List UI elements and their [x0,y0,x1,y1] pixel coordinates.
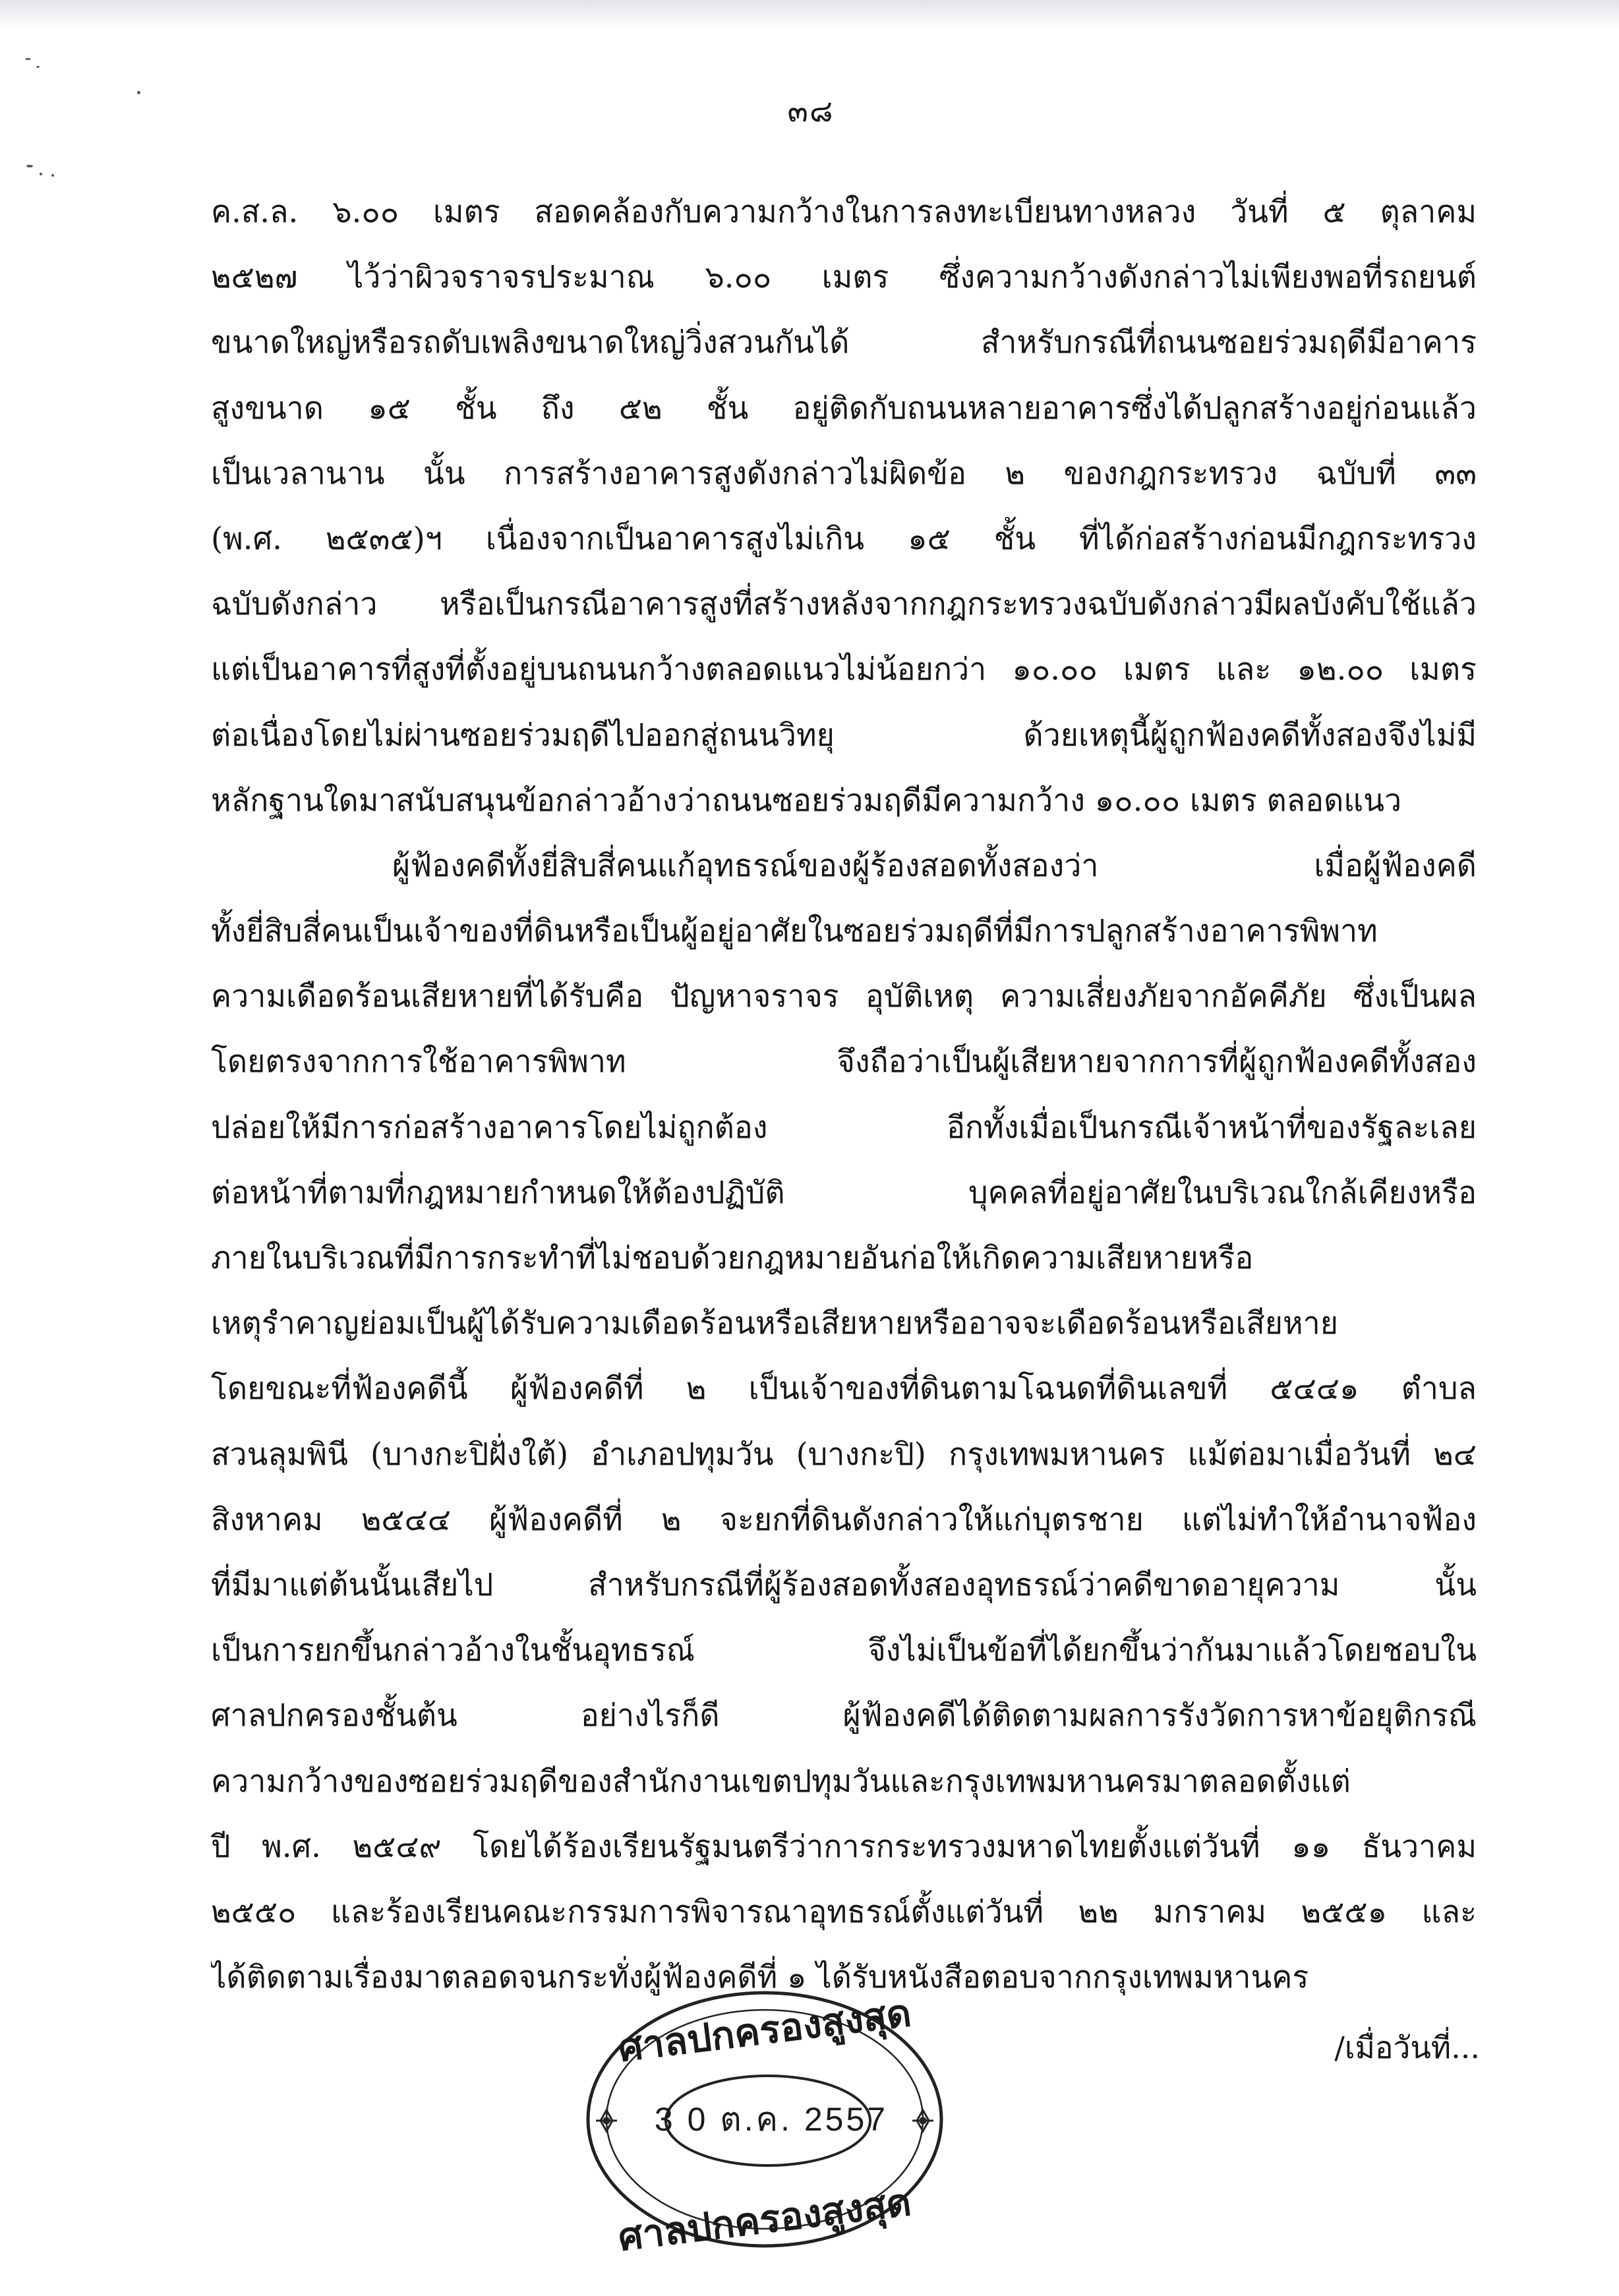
text-line: ผู้ฟ้องคดีทั้งยี่สิบสี่คนแก้อุทธรณ์ของผู้ร้องสอดทั้งสองว่า เมื่อผู้ฟ้องคดี [392,847,1477,883]
text-line: ฉบับดังกล่าว หรือเป็นกรณีอาคารสูงที่สร้างหลังจากกฎกระทรวงฉบับดังกล่าวมีผลบังคับใช้แล้ว [211,586,1477,622]
page-number: ๓๘ [787,93,835,129]
text-line: หลักฐานใดมาสนับสนุนข้อกล่าวอ้างว่าถนนซอยร่วมฤดีมีความกว้าง ๑๐.๐๐ เมตร ตลอดแนว [211,782,1402,818]
text-line: เหตุรำคาญย่อมเป็นผู้ได้รับความเดือดร้อนหรือเสียหายหรืออาจจะเดือดร้อนหรือเสียหาย [211,1305,1339,1341]
stamp-top-text: ศาลปกครองสูงสุด [616,1990,914,2071]
scan-speck [40,173,42,175]
stamp-bottom-text: ศาลปกครองสูงสุด [616,2179,914,2260]
text-line: ปล่อยให้มีการก่อสร้างอาคารโดยไม่ถูกต้อง อีกทั้งเมื่อเป็นกรณีเจ้าหน้าที่ของรัฐละเลย [211,1109,1477,1145]
text-line: ขนาดใหญ่หรือรถดับเพลิงขนาดใหญ่วิ่งสวนกันได้ สำหรับกรณีที่ถนนซอยร่วมฤดีมีอาคาร [211,324,1477,361]
stamp-date: 3 0 ต.ค. 2557 [654,2100,889,2138]
text-line: ๒๕๒๗ ไว้ว่าผิวจราจรประมาณ ๖.๐๐ เมตร ซึ่งความกว้างดังกล่าวไม่เพียงพอที่รถยนต์ [211,259,1477,295]
text-line: ปี พ.ศ. ๒๕๔๙ โดยได้ร้องเรียนรัฐมนตรีว่าการกระทรวงมหาดไทยตั้งแต่วันที่ ๑๑ ธันวาคม [211,1828,1477,1864]
text-line: ๒๕๕๐ และร้องเรียนคณะกรรมการพิจารณาอุทธรณ์ตั้งแต่วันที่ ๒๒ มกราคม ๒๕๕๑ และ [211,1893,1477,1929]
document-body [211,179,1477,2010]
text-line: ศาลปกครองชั้นต้น อย่างไรก็ดี ผู้ฟ้องคดีได้ติดตามผลการรังวัดการหาข้อยุติกรณี [211,1697,1477,1734]
text-line: เป็นการยกขึ้นกล่าวอ้างในชั้นอุทธรณ์ จึงไม่เป็นข้อที่ได้ยกขึ้นว่ากันมาแล้วโดยชอบใน [211,1632,1477,1668]
scan-edge-shadow [0,0,1619,30]
text-line: ความเดือดร้อนเสียหายที่ได้รับคือ ปัญหาจราจร อุบัติเหตุ ความเสี่ยงภัยจากอัคคีภัย ซึ่งเป็นผล [211,978,1477,1015]
scan-speck [36,66,40,68]
scan-speck [51,174,54,177]
text-line: สวนลุมพินี (บางกะปิฝั่งใต้) อำเภอปทุมวัน (บางกะปิ) กรุงเทพมหานคร แม้ต่อมาเมื่อวันที่ ๒๔ [211,1436,1477,1472]
text-line: โดยตรงจากการใช้อาคารพิพาท จึงถือว่าเป็นผู้เสียหายจากการที่ผู้ถูกฟ้องคดีทั้งสอง [211,1044,1477,1080]
text-line: ต่อเนื่องโดยไม่ผ่านซอยร่วมฤดีไปออกสู่ถนนวิทยุ ด้วยเหตุนี้ผู้ถูกฟ้องคดีทั้งสองจึงไม่มี [211,717,1477,753]
continuation-marker: /เมื่อวันที่... [1334,2030,1480,2065]
text-line: ภายในบริเวณที่มีการกระทำที่ไม่ชอบด้วยกฎหมายอันก่อให้เกิดความเสียหายหรือ [211,1240,1254,1276]
text-line: (พ.ศ. ๒๕๓๕)ฯ เนื่องจากเป็นอาคารสูงไม่เกิน ๑๕ ชั้น ที่ได้ก่อสร้างก่อนมีกฎกระทรวง [211,520,1477,556]
text-line: โดยขณะที่ฟ้องคดีนี้ ผู้ฟ้องคดีที่ ๒ เป็นเจ้าของที่ดินตามโฉนดที่ดินเลขที่ ๕๔๔๑ ตำบล [211,1370,1477,1407]
text-line: ทั้งยี่สิบสี่คนเป็นเจ้าของที่ดินหรือเป็นผู้อยู่อาศัยในซอยร่วมฤดีที่มีการปลูกสร้างอาคารพิพาท [211,913,1378,949]
text-line: ต่อหน้าที่ตามที่กฎหมายกำหนดให้ต้องปฏิบัติ บุคคลที่อยู่อาศัยในบริเวณใกล้เคียงหรือ [211,1174,1477,1210]
court-stamp [560,1968,969,2271]
text-line: ได้ติดตามเรื่องมาตลอดจนกระทั่งผู้ฟ้องคดีที่ ๑ ได้รับหนังสือตอบจากกรุงเทพมหานคร [211,1959,1309,1995]
text-line: เป็นเวลานาน นั้น การสร้างอาคารสูงดังกล่าวไม่ผิดข้อ ๒ ของกฎกระทรวง ฉบับที่ ๓๓ [211,455,1477,491]
scan-speck [25,58,31,60]
text-line: ที่มีมาแต่ต้นนั้นเสียไป สำหรับกรณีที่ผู้ร้องสอดทั้งสองอุทธรณ์ว่าคดีขาดอายุความ นั้น [211,1566,1477,1603]
text-line: ความกว้างของซอยร่วมฤดีของสำนักงานเขตปทุมวันและกรุงเทพมหานครมาตลอดตั้งแต่ [211,1763,1351,1799]
scan-speck [137,91,140,94]
text-line: ค.ส.ล. ๖.๐๐ เมตร สอดคล้องกับความกว้างในการลงทะเบียนทางหลวง วันที่ ๕ ตุลาคม [211,194,1477,229]
text-line: สิงหาคม ๒๕๔๔ ผู้ฟ้องคดีที่ ๒ จะยกที่ดินดังกล่าวให้แก่บุตรชาย แต่ไม่ทำให้อำนาจฟ้อง [211,1501,1477,1537]
text-line: แต่เป็นอาคารที่สูงที่ตั้งอยู่บนถนนกว้างตลอดแนวไม่น้อยกว่า ๑๐.๐๐ เมตร และ ๑๒.๐๐ เมตร [211,651,1477,688]
text-line: สูงขนาด ๑๕ ชั้น ถึง ๕๒ ชั้น อยู่ติดกับถนนหลายอาคารซึ่งได้ปลูกสร้างอยู่ก่อนแล้ว [211,390,1477,426]
scan-speck [26,165,33,167]
